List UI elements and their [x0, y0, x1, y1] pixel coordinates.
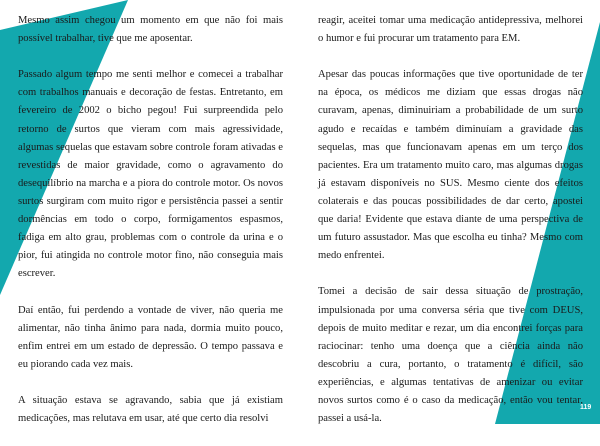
paragraph: Daí então, fui perdendo a vontade de viver, não queria me alimentar, não tinha ânimo para nada, dormia muito pouco, enfim entrei em um estado de depressão. O tempo passava e eu piorando cada vez mais.	[18, 304, 283, 370]
page-number: 119	[580, 404, 592, 411]
left-text-column	[18, 12, 283, 446]
paragraph: Apesar das poucas informações que tive oportunidade de ter na época, os médicos me diziam que essas drogas não curavam, apenas, diminuiriam a probabilidade de um surto agudo e recaídas e também diminuíam a gravidade das sequelas, mas que funcionavam apenas em um terço dos pacientes. Era um tratamento muito caro, mas algumas drogas já estavam disponíveis no SUS. Mesmo ciente dos efeitos colaterais e das poucas possibilidades de dar certo, apostei que daria! Evidente que estava diante de uma perspectiva de um futuro assustador. Mas que escolha eu tinha? Mesmo com medo enfrentei.	[318, 69, 583, 262]
paragraph: A situação estava se agravando, sabia que já existiam medicações, mas relutava em usar, até que certo dia resolvi	[18, 394, 283, 425]
paragraph: Passado algum tempo me senti melhor e comecei a trabalhar com trabalhos manuais e decoração de festas. Entretanto, em fevereiro de 2002 o bicho pegou! Fui surpreendida pelo retorno de surtos que vieram com mais agressividade, algumas sequelas que estavam sobre controle foram ativadas e revestidas de maior gravidade, como o agravamento do desequilíbrio na marcha e a piora do controle motor. Os novos surtos surgiram com muito rigor e persistência passei a sentir dormências em todo o corpo, formigamentos espasmos, fadiga em alto grau, problemas com o controle da urina e o pior, fui atingida no controle motor fino, não conseguia mais escrever.	[18, 69, 283, 280]
paragraph: Tomei a decisão de sair dessa situação de prostração, impulsionada por uma conversa séria que tive com DEUS, depois de muito meditar e rezar, um dia encontrei forças para raciocinar: tenho uma doença que a ciência ainda não descobriu a cura, portanto, o tratamento é difícil, são experiências, e algumas tentativas de amenizar ou evitar novos surtos como é o caso da medicação, então vou tentar, passei a usá-la.	[318, 286, 583, 425]
right-text-column	[318, 12, 583, 446]
paragraph: Mesmo assim chegou um momento em que não foi mais possível trabalhar, tive que me aposentar.	[18, 15, 283, 45]
paragraph: reagir, aceitei tomar uma medicação antidepressiva, melhorei o humor e fui procurar um tratamento para EM.	[318, 15, 583, 45]
